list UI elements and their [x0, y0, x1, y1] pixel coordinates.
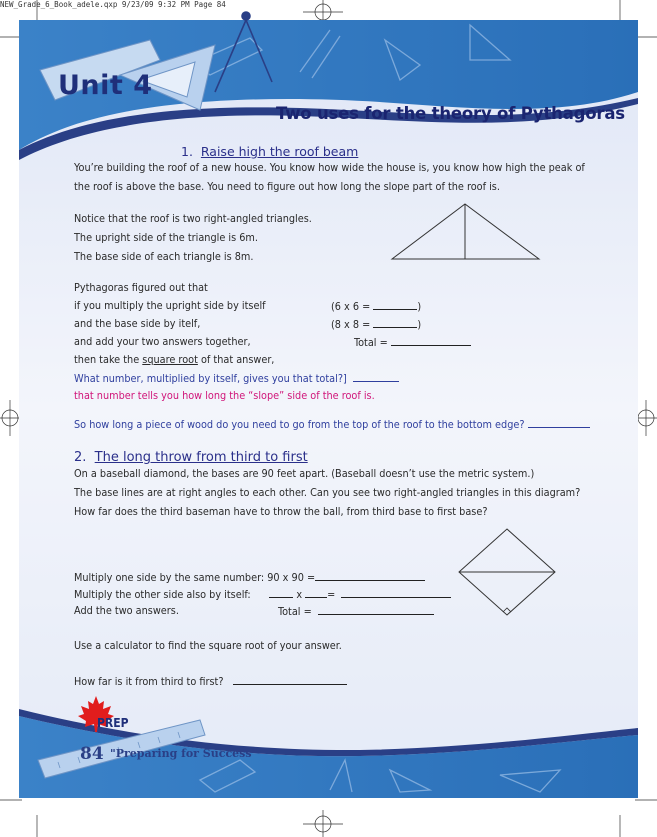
- add-row-total: Total =: [278, 604, 434, 618]
- section2-final-question: How far is it from third to first?: [74, 674, 347, 688]
- roof-triangle-diagram: [390, 202, 542, 262]
- multiply-row-1: Multiply one side by the same number: 90 x 90 =: [74, 570, 425, 584]
- answer-magenta: that number tells you how long the “slope” side of the roof is.: [74, 389, 375, 402]
- answer-blank-6x6[interactable]: [373, 299, 417, 310]
- page-number: 84: [80, 744, 104, 764]
- answer-blank-root[interactable]: [353, 371, 399, 382]
- section1-intro: You’re building the roof of a new house. You know how wide the house is, you know how high the peak of the roof is above the base. You need to figure out how long the slope part of the roof is.: [74, 161, 585, 193]
- multiply-row-2: Multiply the other side also by itself: x =: [74, 587, 451, 601]
- answer-blank-sum[interactable]: [318, 604, 434, 615]
- answer-blank-side-a[interactable]: [269, 587, 293, 598]
- prep-logo-text: PREP: [97, 716, 129, 730]
- pythagoras-steps: Pythagoras figured out that if you multiply the upright side by itself and the base side by itelf, and add your two answers together, then take the square root of that answer,: [74, 281, 275, 366]
- print-slug: NEW_Grade_6_Book_adele.qxp 9/23/09 9:32 PM Page 84: [0, 0, 226, 9]
- section2-intro: On a baseball diamond, the bases are 90 feet apart. (Baseball doesn’t use the metric system.) The base lines are at right angles to each other. Can you see two right-angled triangles in this diagram? How far does the third baseman have to throw the ball, from third base to first base?: [74, 467, 581, 518]
- section1-notice: Notice that the roof is two right-angled triangles. The upright side of the triangle is 6m. The base side of each triangle is 8m.: [74, 212, 312, 263]
- answer-blank-total[interactable]: [391, 335, 471, 346]
- calc-8x8: (8 x 8 = ): [331, 318, 422, 331]
- footer-tagline: "Preparing for Success": [110, 747, 258, 760]
- add-row: Add the two answers.: [74, 604, 179, 617]
- calculator-instruction: Use a calculator to find the square root of your answer.: [74, 639, 342, 652]
- answer-blank-product[interactable]: [341, 587, 451, 598]
- section1-final-question: So how long a piece of wood do you need to go from the top of the roof to the bottom edge?: [74, 417, 590, 431]
- section1-title: Raise high the roof beam: [200, 144, 359, 159]
- answer-blank-throw-distance[interactable]: [233, 674, 347, 685]
- answer-blank-8x8[interactable]: [373, 317, 417, 328]
- section2-heading: 2. The long throw from third to first: [74, 450, 308, 465]
- page-title: Two uses for the theory of Pythagoras: [276, 104, 625, 123]
- square-root-term: square root: [142, 353, 198, 366]
- answer-blank-wood-length[interactable]: [528, 417, 590, 428]
- calc-total: Total =: [354, 335, 471, 349]
- question-blue: What number, multiplied by itself, gives you that total?]: [74, 371, 399, 385]
- calc-6x6: (6 x 6 = ): [331, 300, 422, 313]
- section2-title: The long throw from third to first: [94, 450, 308, 465]
- section1-heading: 1. Raise high the roof beam: [181, 144, 359, 159]
- baseball-diamond-diagram: [455, 526, 559, 618]
- answer-blank-90x90[interactable]: [315, 570, 425, 581]
- unit-label: Unit 4: [58, 70, 153, 101]
- answer-blank-side-b[interactable]: [305, 587, 327, 598]
